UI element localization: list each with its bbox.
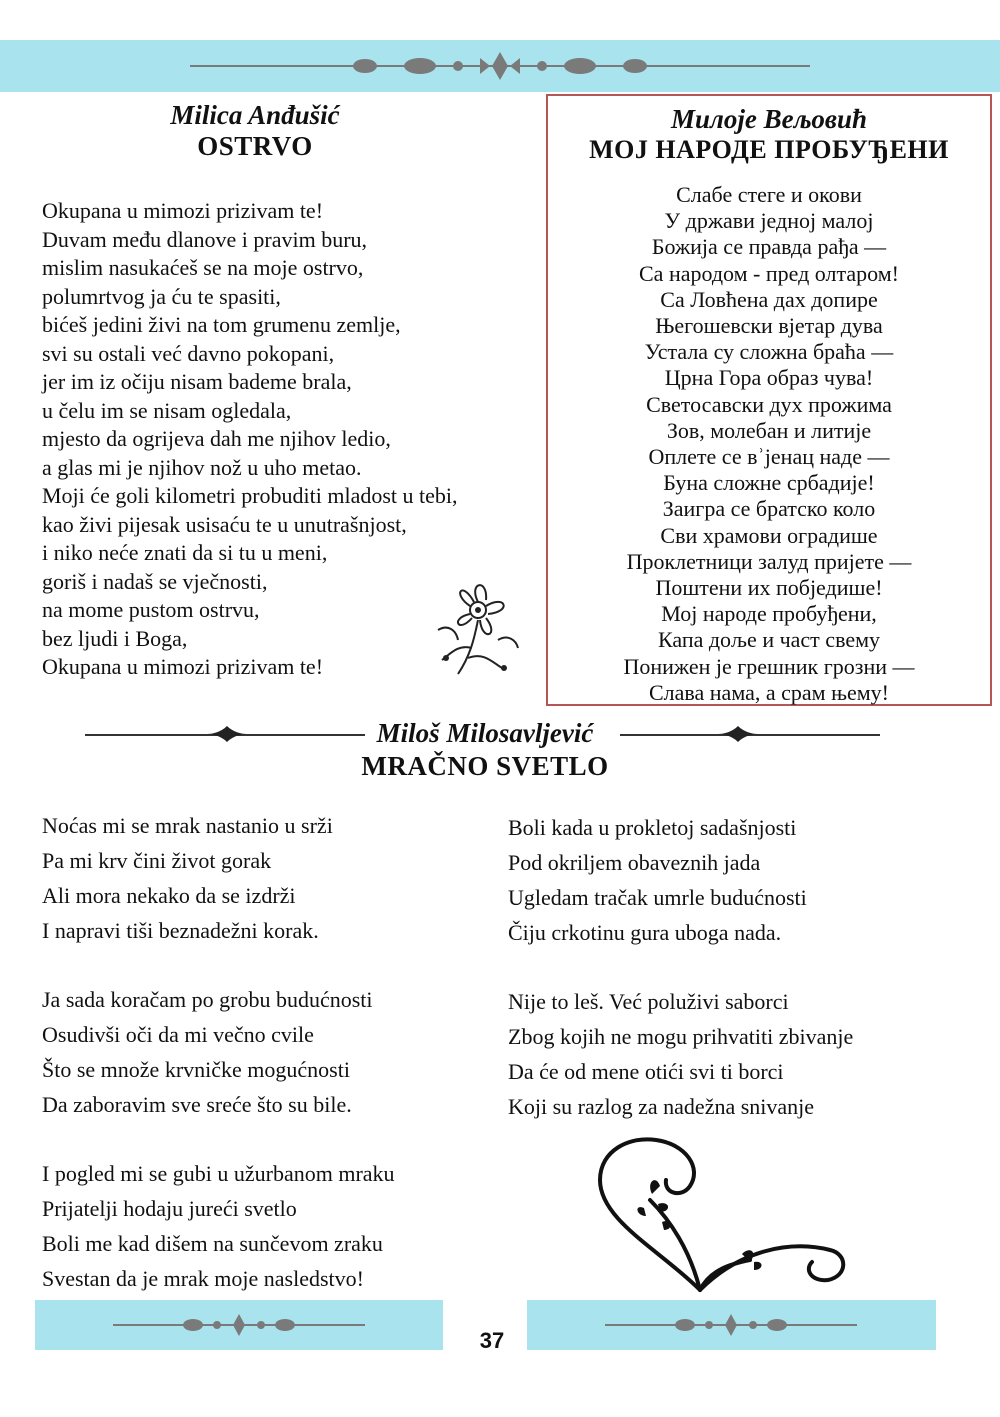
verse-line: Буна сложне србадије! xyxy=(663,470,875,496)
verse-line: na mome pustom ostrvu, xyxy=(42,597,260,622)
flourish-ornament-icon xyxy=(205,722,249,746)
verse-line: Koji su razlog za nadežna snivanje xyxy=(508,1094,815,1119)
verse-line: Устала су сложна браћа — xyxy=(644,339,894,365)
verse-line: Okupana u mimozi prizivam te! xyxy=(42,654,324,679)
stanza xyxy=(508,984,853,1124)
verse-line: Слава нама, а срам њему! xyxy=(649,679,889,705)
verse-line: Noćas mi se mrak nastanio u srži xyxy=(42,813,333,838)
verse-line: Boli kada u prokletoj sadašnjosti xyxy=(508,815,797,840)
poem-ostrvo-body xyxy=(42,197,458,682)
verse-line: Поштени их побједише! xyxy=(655,575,883,601)
stanza xyxy=(42,1156,395,1296)
flourish-ornament-icon xyxy=(190,50,810,82)
flower-drawing-icon xyxy=(428,570,524,680)
verse-line: Ja sada koračam po grobu budućnosti xyxy=(42,987,373,1012)
heart-swirl-drawing-icon xyxy=(590,1130,850,1298)
verse-line: У држави једној малој xyxy=(664,208,874,234)
verse-line: Са народом - пред олтаром! xyxy=(639,260,899,286)
verse-line: Duvam među dlanove i pravim buru, xyxy=(42,226,368,252)
verse-line: Заигра се братско коло xyxy=(662,496,876,522)
poem-title: OSTRVO xyxy=(197,131,313,161)
verse-line: Оплете се вʾјенац наде — xyxy=(648,444,890,470)
verse-line: Мој народе пробуђени, xyxy=(661,601,877,627)
verse-line: bićeš jedini živi na tom grumenu zemlje, xyxy=(42,312,401,337)
stanza xyxy=(42,982,373,1122)
verse-line: Moji će goli kilometri probuditi mladost u tebi, xyxy=(42,483,458,508)
verse-line: Понижен је грешник грозни — xyxy=(623,653,915,679)
verse-line: Светосавски дух прожима xyxy=(646,391,892,417)
verse-line: I napravi tiši beznadežni korak. xyxy=(42,918,319,943)
verse-line: Сви храмови оградише xyxy=(660,522,878,548)
verse-line: Prijatelji hodaju jureći svetlo xyxy=(42,1196,297,1221)
verse-line: mislim nasukaćeš se na moje ostrvo, xyxy=(42,255,364,280)
verse-line: Da zaboravim sve sreće što su bile. xyxy=(42,1092,352,1117)
verse-line: Зов, молебан и литије xyxy=(666,417,872,443)
verse-line: Слабе стеге и окови xyxy=(676,182,862,207)
verse-line: polumrtvog ja ću te spasiti, xyxy=(42,283,281,309)
verse-line: Његошевски вјетар дува xyxy=(655,313,883,339)
verse-line: Pod okriljem obaveznih jada xyxy=(508,850,761,875)
bottom-decorative-band-left xyxy=(35,1300,443,1350)
poem-title: МОЈ НАРОДЕ ПРОБУЂЕНИ xyxy=(589,135,949,164)
verse-line: Da će od mene otići svi ti borci xyxy=(508,1059,784,1084)
verse-line: Boli me kad dišem na sunčevom zraku xyxy=(42,1231,383,1256)
poem-ostrvo-header xyxy=(60,100,450,162)
verse-line: Црна Гора образ чува! xyxy=(664,365,874,391)
verse-line: a glas mi je njihov nož u uho metao. xyxy=(42,454,362,480)
verse-line: Čiju crkotinu gura uboga nada. xyxy=(508,920,782,945)
flourish-ornament-icon xyxy=(716,722,760,746)
verse-line: Божија се правда рађа — xyxy=(651,234,887,260)
verse-line: Ugledam tračak umrle budućnosti xyxy=(508,885,807,910)
poem-mracno-svetlo-header xyxy=(300,718,670,782)
verse-line: goriš i nadaš se vječnosti, xyxy=(42,568,268,594)
verse-line: Što se množe krvničke mogućnosti xyxy=(42,1057,350,1082)
verse-line: Проклетници залуд пријете — xyxy=(626,548,912,574)
bottom-decorative-band-right xyxy=(527,1300,936,1350)
verse-line: Капа доље и част свему xyxy=(657,627,881,653)
poem-author: Milica Anđušić xyxy=(170,100,340,130)
poem-title: MRAČNO SVETLO xyxy=(361,751,609,781)
poem-moj-narode-box xyxy=(546,94,992,706)
verse-line: Okupana u mimozi prizivam te! xyxy=(42,198,324,223)
verse-line: i niko neće znati da si tu u meni, xyxy=(42,540,328,565)
flourish-ornament-icon xyxy=(113,1312,365,1338)
page-number: 37 xyxy=(479,1328,505,1353)
verse-line: u čelu im se nisam ogledala, xyxy=(42,397,292,423)
verse-line: Osudivši oči da mi večno cvile xyxy=(42,1022,314,1047)
verse-line: svi su ostali već davno pokopani, xyxy=(42,340,335,366)
verse-line: Са Ловћена дах допире xyxy=(660,286,878,312)
verse-line: Zbog kojih ne mogu prihvatiti zbivanje xyxy=(508,1024,854,1049)
verse-line: Pa mi krv čini život gorak xyxy=(42,848,272,873)
verse-line: Ali mora nekako da se izdrži xyxy=(42,883,296,908)
poem-author: Miloš Milosavljević xyxy=(376,718,594,748)
verse-line: jer im iz očiju nisam bademe brala, xyxy=(42,369,352,394)
verse-line: Nije to leš. Već poluživi saborci xyxy=(508,989,789,1014)
flourish-ornament-icon xyxy=(605,1312,857,1338)
poem-author: Милоје Вељовић xyxy=(670,104,867,134)
verse-line: bez ljudi i Boga, xyxy=(42,625,188,651)
verse-line: mjesto da ogrijeva dah me njihov ledio, xyxy=(42,426,391,451)
verse-line: I pogled mi se gubi u užurbanom mraku xyxy=(42,1161,395,1186)
stanza xyxy=(42,808,333,948)
top-decorative-band xyxy=(0,40,1000,92)
verse-line: kao živi pijesak usisaću te u unutrašnjost, xyxy=(42,511,407,537)
verse-line: Svestan da je mrak moje nasledstvo! xyxy=(42,1266,364,1291)
poem-moj-narode-body xyxy=(548,182,990,706)
stanza xyxy=(508,810,807,950)
